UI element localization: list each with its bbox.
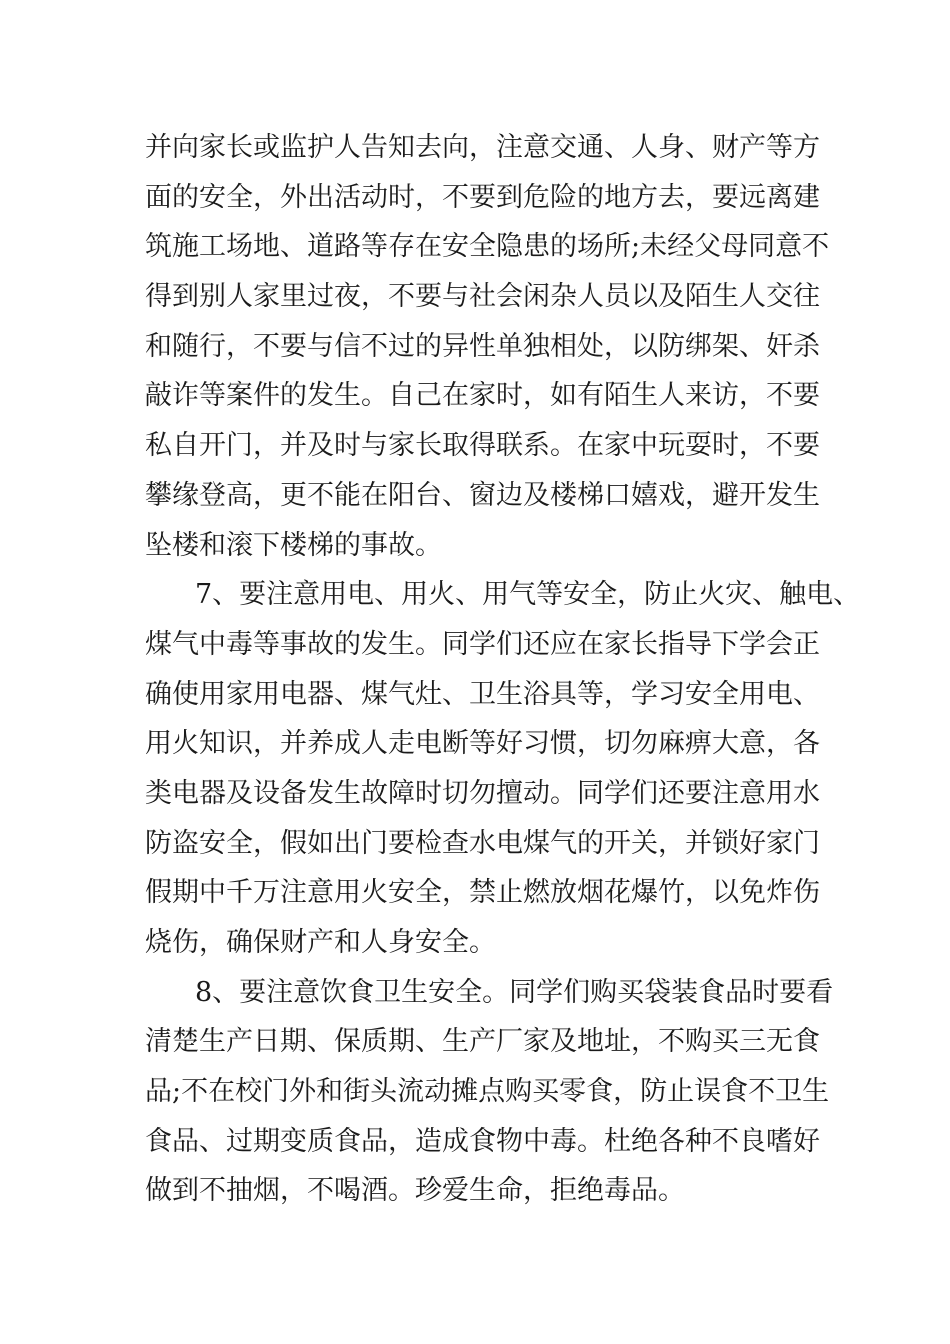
- text-line: 煤气中毒等事故的发生。同学们还应在家长指导下学会正: [145, 628, 820, 660]
- text-line: 筑施工场地、道路等存在安全隐患的场所;未经父母同意不: [145, 231, 830, 263]
- text-line: 确使用家用电器、煤气灶、卫生浴具等，学习安全用电、: [145, 678, 820, 710]
- text-line: 假期中千万注意用火安全，禁止燃放烟花爆竹，以免炸伤: [145, 877, 820, 909]
- text-line: 品;不在校门外和街头流动摊点购买零食，防止误食不卫生: [145, 1076, 830, 1108]
- paragraph-6-continued: [145, 123, 830, 570]
- text-line: 清楚生产日期、保质期、生产厂家及地址，不购买三无食: [145, 1026, 820, 1058]
- paragraph-8: [145, 968, 834, 1216]
- text-line: 用火知识，并养成人走电断等好习惯，切勿麻痹大意，各: [145, 728, 820, 760]
- text-line: 敲诈等案件的发生。自己在家时，如有陌生人来访，不要: [145, 380, 820, 412]
- text-line: 攀缘登高，更不能在阳台、窗边及楼梯口嬉戏，避开发生: [145, 479, 820, 511]
- text-line: 坠楼和滚下楼梯的事故。: [145, 529, 442, 561]
- text-line: 做到不抽烟，不喝酒。珍爱生命，拒绝毒品。: [145, 1175, 685, 1207]
- text-line-first: 8、要注意饮食卫生安全。同学们购买袋装食品时要看: [195, 976, 834, 1008]
- text-line: 类电器及设备发生故障时切勿擅动。同学们还要注意用水: [145, 777, 820, 809]
- text-line: 私自开门，并及时与家长取得联系。在家中玩耍时，不要: [145, 430, 820, 462]
- text-line: 食品、过期变质食品，造成食物中毒。杜绝各种不良嗜好: [145, 1125, 820, 1157]
- text-line: 并向家长或监护人告知去向，注意交通、人身、财产等方: [145, 132, 820, 163]
- document-body: [145, 123, 861, 1216]
- text-line: 得到别人家里过夜，不要与社会闲杂人员以及陌生人交往: [145, 281, 820, 313]
- text-line: 烧伤，确保财产和人身安全。: [145, 927, 496, 958]
- text-line-first: 7、要注意用电、用火、用气等安全，防止火灾、触电、: [195, 579, 861, 611]
- text-line: 和随行，不要与信不过的异性单独相处，以防绑架、奸杀: [145, 330, 820, 362]
- text-line: 防盗安全，假如出门要检查水电煤气的开关，并锁好家门: [145, 827, 820, 859]
- paragraph-7: [145, 570, 861, 968]
- text-line: 面的安全，外出活动时，不要到危险的地方去，要远离建: [145, 181, 820, 213]
